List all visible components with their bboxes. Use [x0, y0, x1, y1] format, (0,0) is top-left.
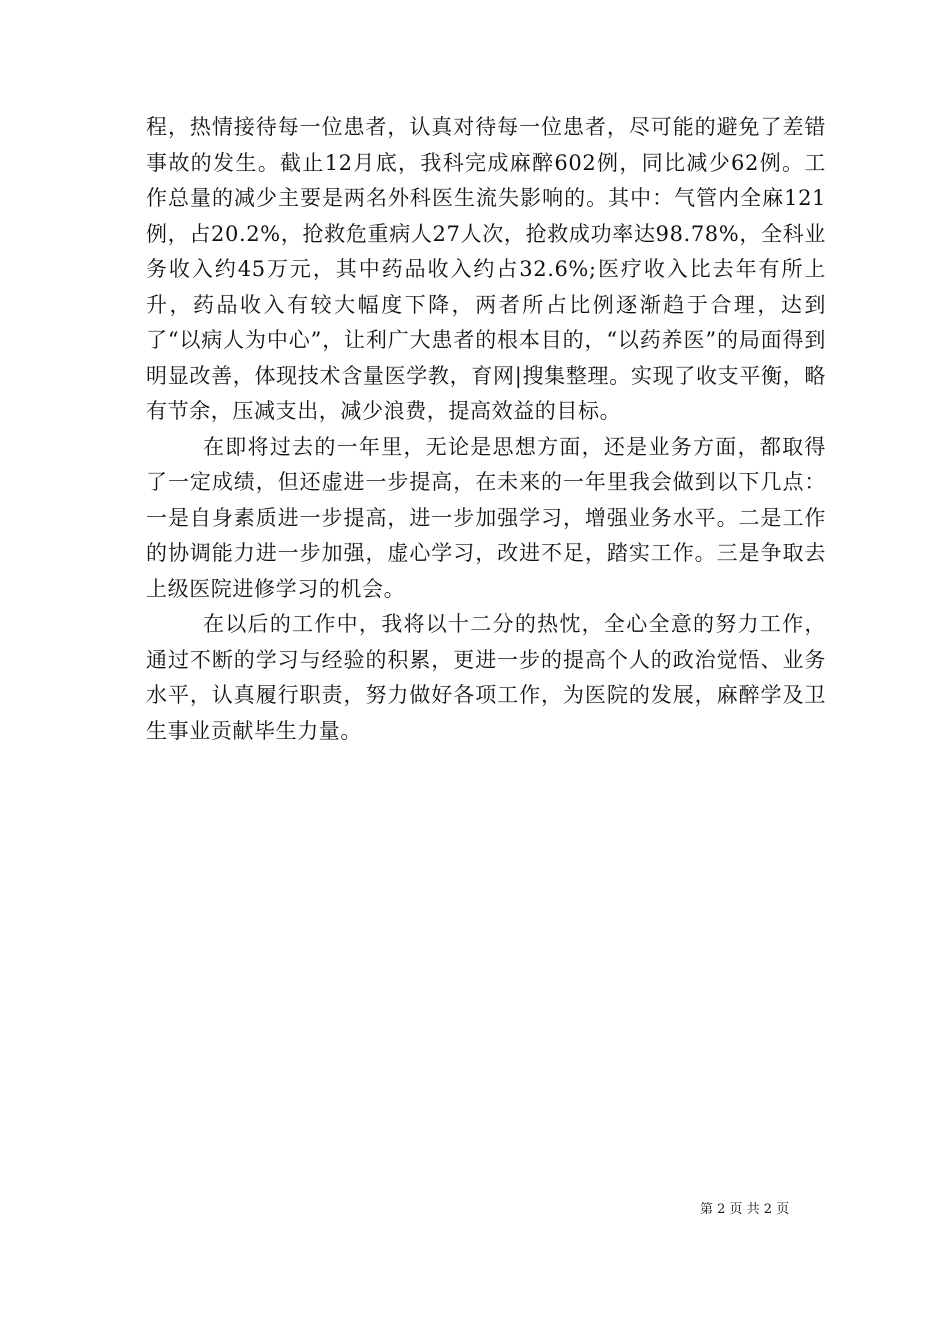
paragraph-future-plans: 在即将过去的一年里，无论是思想方面，还是业务方面，都取得了一定成绩，但还虚进一步提高，在未来的一年里我会做到以下几点：一是自身素质进一步提高，进一步加强学习，增强业务水平。二是工作的协调能力进一步加强，虚心学习，改进不足，踏实工作。三是争取去上级医院进修学习的机会。	[146, 434, 826, 601]
paragraph-closing: 在以后的工作中，我将以十二分的热忱，全心全意的努力工作，通过不断的学习与经验的积累，更进一步的提高个人的政治觉悟、业务水平，认真履行职责，努力做好各项工作，为医院的发展，麻醉学及卫生事业贡献毕生力量。	[146, 612, 826, 743]
paragraph-continuation: 程，热情接待每一位患者，认真对待每一位患者，尽可能的避免了差错事故的发生。截止12月底，我科完成麻醉602例，同比减少62例。工作总量的减少主要是两名外科医生流失影响的。其中：气管内全麻121例，占20.2%，抢救危重病人27人次，抢救成功率达98.78%，全科业务收入约45万元，其中药品收入约占32.6%;医疗收入比去年有所上升，药品收入有较大幅度下降，两者所占比例逐渐趋于合理，达到了“以病人为中心”，让利广大患者的根本目的，“以药养医”的局面得到明显改善，体现技术含量医学教，育网|搜集整理。实现了收支平衡，略有节余，压减支出，减少浪费，提高效益的目标。	[146, 115, 826, 423]
document-body	[146, 110, 826, 749]
page-number-footer: 第 2 页 共 2 页	[700, 1202, 790, 1217]
